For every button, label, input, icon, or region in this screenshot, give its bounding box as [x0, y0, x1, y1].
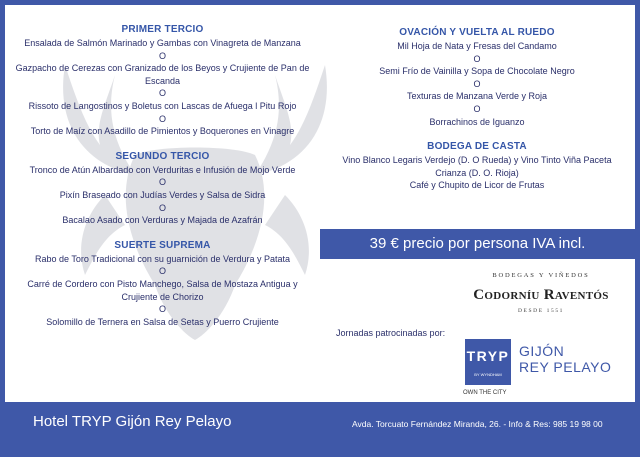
codorniu-subtitle: BODEGAS Y VIÑEDOS: [492, 272, 590, 279]
option-separator: O: [473, 53, 481, 64]
tryp-logo: [465, 339, 511, 385]
section-title: SUERTE SUPREMA: [114, 239, 211, 251]
option-separator: O: [158, 266, 166, 277]
menu-section: [10, 240, 315, 329]
option-separator: O: [158, 202, 166, 213]
dish-item: Tronco de Atún Albardado con Verduritas e Infusión de Mojo Verde: [29, 164, 296, 175]
dish-item: Bacalao Asado con Verduras y Majada de Azafrán: [62, 215, 263, 226]
dish-item: Texturas de Manzana Verde y Roja: [406, 91, 548, 102]
dish-item: Mil Hoja de Nata y Fresas del Candamo: [397, 41, 557, 51]
dish-item: Solomillo de Ternera en Salsa de Setas y Puerro Crujiente: [46, 316, 279, 327]
dish-item: Carré de Cordero con Pisto Manchego, Salsa de Mostaza Antigua y Crujiente de Chorizo: [27, 278, 298, 302]
tryp-wyndham-text: BY WYNDHAM: [474, 372, 502, 377]
option-separator: O: [158, 177, 166, 188]
sponsors-label: Jornadas patrocinadas por:: [336, 328, 446, 338]
dish-item: Gazpacho de Cerezas con Granizado de los Beyos y Crujiente de Pan de Escanda: [15, 63, 310, 86]
left-menu-column: [10, 24, 315, 341]
option-separator: O: [158, 113, 166, 124]
option-separator: O: [158, 304, 166, 315]
dish-item: Semi Frío de Vainilla y Sopa de Chocolate Negro: [379, 66, 575, 77]
menu-section: [327, 141, 627, 192]
dish-item: Café y Chupito de Licor de Frutas: [409, 180, 545, 191]
dish-item: Rissoto de Langostinos y Boletus con Lascas de Afuega l Pitu Rojo: [28, 100, 297, 111]
section-title: BODEGA DE CASTA: [427, 141, 527, 153]
codorniu-logo: Codorníu Raventós: [473, 287, 609, 303]
footer-address: Avda. Torcuato Fernández Miranda, 26. - Info & Res: 985 19 98 00: [352, 419, 603, 429]
dish-item: Torto de Maíz con Asadillo de Pimientos y Boquerones en Vinagre: [30, 126, 295, 137]
section-title: SEGUNDO TERCIO: [115, 150, 210, 162]
dish-item: Vino Blanco Legaris Verdejo (D. O Rueda) y Vino Tinto Viña Paceta: [342, 155, 612, 166]
dish-item: Borrachinos de Iguanzo: [429, 116, 525, 127]
footer-hotel-name: Hotel TRYP Gijón Rey Pelayo: [33, 413, 232, 430]
menu-section: [10, 24, 315, 138]
right-menu-column: [327, 27, 627, 205]
price-banner: 39 € precio por persona IVA incl.: [320, 229, 635, 259]
dish-item: Crianza (D. O. Rioja): [435, 167, 519, 178]
hotel-logo-line1: GIJÓN: [519, 343, 565, 359]
section-title: PRIMER TERCIO: [121, 24, 204, 35]
option-separator: O: [158, 50, 166, 61]
menu-section: [327, 27, 627, 128]
option-separator: O: [473, 78, 481, 89]
tryp-tagline: OWN THE CITY: [463, 390, 507, 396]
dish-item: Ensalada de Salmón Marinado y Gambas con Vinagreta de Manzana: [24, 38, 301, 48]
option-separator: O: [158, 88, 166, 99]
section-title: OVACIÓN Y VUELTA AL RUEDO: [399, 27, 555, 38]
dish-item: Pixín Braseado con Judías Verdes y Salsa de Sidra: [59, 189, 266, 200]
hotel-logo: [519, 343, 611, 375]
tryp-logo-text: TRYP: [466, 348, 510, 364]
hotel-logo-line2: REY PELAYO: [519, 359, 612, 375]
dish-item: Rabo de Toro Tradicional con su guarnición de Verdura y Patata: [35, 253, 290, 264]
option-separator: O: [473, 103, 481, 114]
codorniu-since: DESDE 1551: [517, 308, 565, 314]
menu-section: [10, 151, 315, 227]
